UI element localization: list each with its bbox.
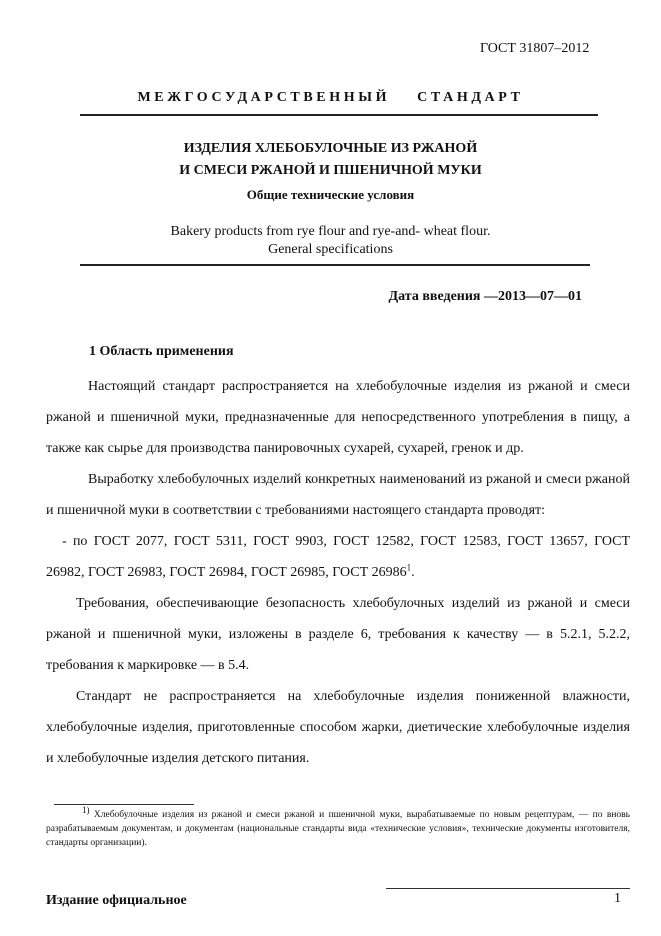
english-title-line-1: Bakery products from rye flour and rye-and- wheat flour. bbox=[170, 224, 491, 239]
title-subtitle: Общие технические условия bbox=[246, 187, 415, 202]
top-rule bbox=[80, 114, 598, 116]
interstate-right: СТАНДАРТ bbox=[417, 90, 524, 105]
interstate-left: МЕЖГОСУДАРСТВЕННЫЙ bbox=[137, 90, 391, 105]
paragraph-requirements: Требования, обеспечивающие безопасность хлебобулочных изделий из ржаной и смеси ржаной и пшеничной муки, изложены в разделе 6, требования к качеству — в 5.2.1, 5.2.2, требования к маркировке — в 5.4. bbox=[46, 596, 630, 673]
interstate-standard-heading bbox=[0, 90, 661, 106]
paragraph-exclusions: Стандарт не распространяется на хлебобулочные изделия пониженной влажности, хлебобулочные изделия, приготовленные способом жарки, диетические хлебобулочные изделия и хлебобулочные изделия детского питания. bbox=[46, 689, 630, 766]
title-line-2: И СМЕСИ РЖАНОЙ И ПШЕНИЧНОЙ МУКИ bbox=[179, 163, 482, 178]
paragraph-production: Выработку хлебобулочных изделий конкретных наименований из ржаной и смеси ржаной и пшеничной муки в соответствии с требованиями настоящего стандарта проводят: bbox=[46, 472, 630, 518]
section-heading: 1 Область применения bbox=[89, 344, 234, 359]
document-code: ГОСТ 31807–2012 bbox=[480, 41, 590, 56]
footnote bbox=[46, 804, 630, 850]
introduction-date: Дата введения —2013—07—01 bbox=[388, 289, 582, 304]
page-number: 1 bbox=[614, 891, 621, 906]
middle-rule bbox=[80, 264, 590, 266]
footnote-rule bbox=[54, 804, 194, 805]
paragraph-gost-list: - по ГОСТ 2077, ГОСТ 5311, ГОСТ 9903, ГОСТ 12582, ГОСТ 12583, ГОСТ 13657, ГОСТ 26982, ГОСТ 26983, ГОСТ 26984, ГОСТ 26985, ГОСТ 26986$^1$. bbox=[46, 534, 630, 580]
footnote-ref: 1 bbox=[406, 562, 412, 573]
gost-list-text: - по ГОСТ 2077, ГОСТ 5311, ГОСТ 9903, ГОСТ 12582, ГОСТ 12583, ГОСТ 13657, ГОСТ 26982, ГОСТ 26983, ГОСТ 26984, ГОСТ 26985, ГОСТ 26986 bbox=[46, 534, 630, 580]
title-line-1: ИЗДЕЛИЯ ХЛЕБОБУЛОЧНЫЕ ИЗ РЖАНОЙ bbox=[183, 141, 478, 156]
footnote-mark: 1) bbox=[82, 804, 90, 815]
edition-label: Издание официальное bbox=[46, 893, 187, 908]
bottom-rule bbox=[386, 888, 630, 889]
footnote-text: Хлебобулочные изделия из ржаной и смеси ржаной и пшеничной муки, вырабатываемые по новым рецептурам, — по вновь разрабатываемым документам, и документам (национальные стандарты вида «технические условия», технические документы изготовителя, стандарты организации). bbox=[46, 810, 630, 848]
section-body bbox=[46, 371, 630, 774]
paragraph-scope: Настоящий стандарт распространяется на хлебобулочные изделия из ржаной и смеси ржаной и пшеничной муки, предназначенные для непосредственного употребления в пищу, а также как сырье для производства панировочных сухарей, сухарей, гренок и др. bbox=[46, 379, 630, 456]
english-title-line-2: General specifications bbox=[268, 242, 393, 257]
